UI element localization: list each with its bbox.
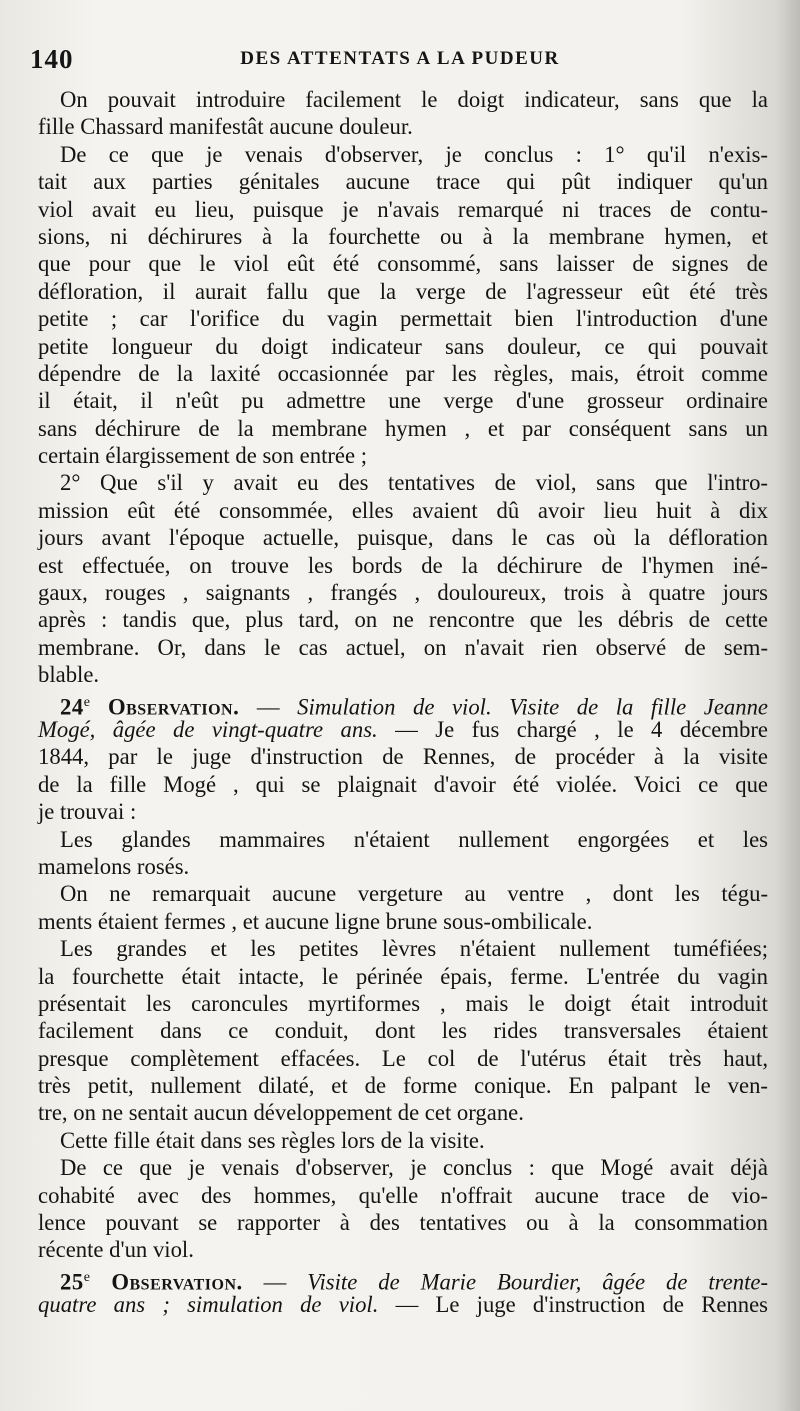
line-text: présentait les caroncules myrtiformes , mais le doigt était introduit — [38, 990, 768, 1016]
line-text: — Je fus chargé , le 4 décembre — [377, 716, 768, 742]
line-text: de la fille Mogé , qui se plaignait d'avoir été violée. Voici ce que — [38, 771, 768, 797]
line-text: Cette fille était dans ses règles lors de la visite. — [60, 1127, 485, 1153]
line-text: viol avait eu lieu, puisque je n'avais remarqué ni traces de contu- — [38, 196, 768, 222]
text-line — [38, 880, 768, 907]
line-text: On ne remarquait aucune vergeture au ventre , dont les tégu- — [60, 881, 768, 907]
observation-number: 24 — [60, 694, 84, 720]
line-text: récente d'un viol. — [38, 1237, 194, 1263]
text-line — [38, 963, 768, 990]
text-line — [38, 469, 768, 496]
text-line — [38, 497, 768, 524]
line-text: blable. — [38, 662, 100, 688]
text-line — [38, 1236, 768, 1263]
text-line — [38, 1127, 768, 1154]
line-text: facilement dans ce conduit, dont les rides transversales étaient — [38, 1018, 768, 1044]
text-line — [38, 908, 768, 935]
text-line — [38, 689, 768, 720]
line-text: ments étaient fermes , et aucune ligne brune sous-ombilicale. — [38, 908, 593, 934]
ordinal-suffix: e — [83, 694, 90, 710]
text-line — [38, 141, 768, 168]
line-text: je trouvai : — [38, 799, 137, 825]
line-text: mission eût été consommée, elles avaient dû avoir lieu huit à dix — [38, 497, 768, 523]
text-line — [38, 853, 768, 880]
text-line — [38, 305, 768, 332]
text-line — [38, 1154, 768, 1181]
text-line — [38, 1182, 768, 1209]
line-text: la fourchette était intacte, le périnée épais, ferme. L'entrée du vagin — [38, 963, 768, 989]
text-line — [38, 415, 768, 442]
ordinal-suffix: e — [83, 1269, 90, 1285]
text-line — [38, 990, 768, 1017]
line-text: défloration, il aurait fallu que la verge de l'agresseur eût été très — [38, 278, 768, 304]
text-line — [38, 771, 768, 798]
line-text: sions, ni déchirures à la fourchette ou à la membrane hymen, et — [38, 223, 768, 249]
observation-label: Observation. — [89, 694, 240, 720]
line-text: De ce que je venais d'observer, je conclus : 1° qu'il n'exis- — [60, 141, 768, 167]
text-line — [38, 524, 768, 551]
text-line — [38, 579, 768, 606]
text-line — [38, 798, 768, 825]
line-text: est effectuée, on trouve les bords de la déchirure de l'hymen iné- — [38, 552, 768, 578]
text-line — [38, 168, 768, 195]
line-text: membrane. Or, dans le cas actuel, on n'avait rien observé de sem- — [38, 634, 768, 660]
line-text: presque complètement effacées. Le col de l'utérus était très haut, — [38, 1045, 768, 1071]
line-text: mamelons rosés. — [38, 853, 190, 879]
line-text: Les grandes et les petites lèvres n'étaient nullement tuméfiées; — [60, 936, 768, 962]
observation-title: Mogé, âgée de vingt-quatre ans. — [38, 716, 378, 742]
text-line — [38, 661, 768, 688]
line-text: lence pouvant se rapporter à des tentatives ou à la consommation — [38, 1210, 768, 1236]
line-text: tre, on ne sentait aucun développement de cet organe. — [38, 1100, 524, 1126]
text-line — [38, 442, 768, 469]
line-text: très petit, nullement dilaté, et de forme conique. En palpant le ven- — [38, 1073, 768, 1099]
body-text — [38, 86, 768, 1319]
text-line — [38, 250, 768, 277]
line-text: — Le juge d'instruction de Rennes — [378, 1292, 768, 1318]
text-line — [38, 333, 768, 360]
running-title: DES ATTENTATS A LA PUDEUR — [240, 48, 560, 69]
text-line — [38, 360, 768, 387]
line-text: 2° Que s'il y avait eu des tentatives de viol, sans que l'intro- — [60, 470, 768, 496]
text-line — [38, 1045, 768, 1072]
line-text: sans déchirure de la membrane hymen , et par conséquent sans un — [38, 415, 768, 441]
line-text: fille Chassard manifestât aucune douleur. — [38, 114, 413, 140]
text-line — [38, 1291, 768, 1318]
line-text: 1844, par le juge d'instruction de Rennes, de procéder à la visite — [38, 744, 768, 770]
text-line — [38, 826, 768, 853]
observation-title: quatre ans ; simulation de viol. — [38, 1292, 379, 1318]
text-line — [38, 113, 768, 140]
dash: — — [239, 694, 298, 720]
text-line — [38, 223, 768, 250]
text-line — [38, 1072, 768, 1099]
line-text: après : tandis que, plus tard, on ne rencontre que les débris de cette — [38, 607, 768, 633]
line-text: il était, il n'eût pu admettre une verge d'une grosseur ordinaire — [38, 388, 768, 414]
text-line — [38, 1017, 768, 1044]
text-line — [38, 935, 768, 962]
text-line — [38, 634, 768, 661]
observation-title: Visite de Marie Bourdier, âgée de trente- — [307, 1269, 769, 1295]
page-header — [30, 44, 770, 74]
text-line — [38, 86, 768, 113]
text-line — [38, 716, 768, 743]
text-line — [38, 743, 768, 770]
line-text: gaux, rouges , saignants , frangés , douloureux, trois à quatre jours — [38, 580, 768, 606]
line-text: jours avant l'époque actuelle, puisque, dans le cas où la défloration — [38, 525, 768, 551]
line-text: dépendre de la laxité occasionnée par les règles, mais, étroit comme — [38, 360, 768, 386]
dash: — — [242, 1269, 308, 1295]
text-line — [38, 1209, 768, 1236]
observation-number: 25 — [60, 1269, 84, 1295]
line-text: petite ; car l'orifice du vagin permettait bien l'introduction d'une — [38, 306, 768, 332]
text-line — [38, 278, 768, 305]
text-line — [38, 1264, 769, 1295]
line-text: On pouvait introduire facilement le doigt indicateur, sans que la — [60, 87, 768, 112]
text-line — [38, 196, 768, 223]
text-line — [38, 606, 768, 633]
line-text: Les glandes mammaires n'étaient nullement engorgées et les — [60, 826, 768, 852]
line-text: tait aux parties génitales aucune trace qui pût indiquer qu'un — [38, 169, 768, 195]
line-text: que pour que le viol eût été consommé, sans laisser de signes de — [38, 251, 768, 277]
line-text: petite longueur du doigt indicateur sans douleur, ce qui pouvait — [38, 333, 768, 359]
text-line — [38, 552, 768, 579]
observation-title: Simulation de viol. Visite de la fille Jeanne — [297, 694, 768, 720]
text-line — [38, 387, 768, 414]
line-text: cohabité avec des hommes, qu'elle n'offrait aucune trace de vio- — [38, 1182, 768, 1208]
line-text: De ce que je venais d'observer, je conclus : que Mogé avait déjà — [60, 1155, 768, 1181]
text-line — [38, 1099, 768, 1126]
page-number: 140 — [30, 44, 74, 74]
observation-label: Observation. — [89, 1269, 243, 1295]
line-text: certain élargissement de son entrée ; — [38, 443, 368, 469]
